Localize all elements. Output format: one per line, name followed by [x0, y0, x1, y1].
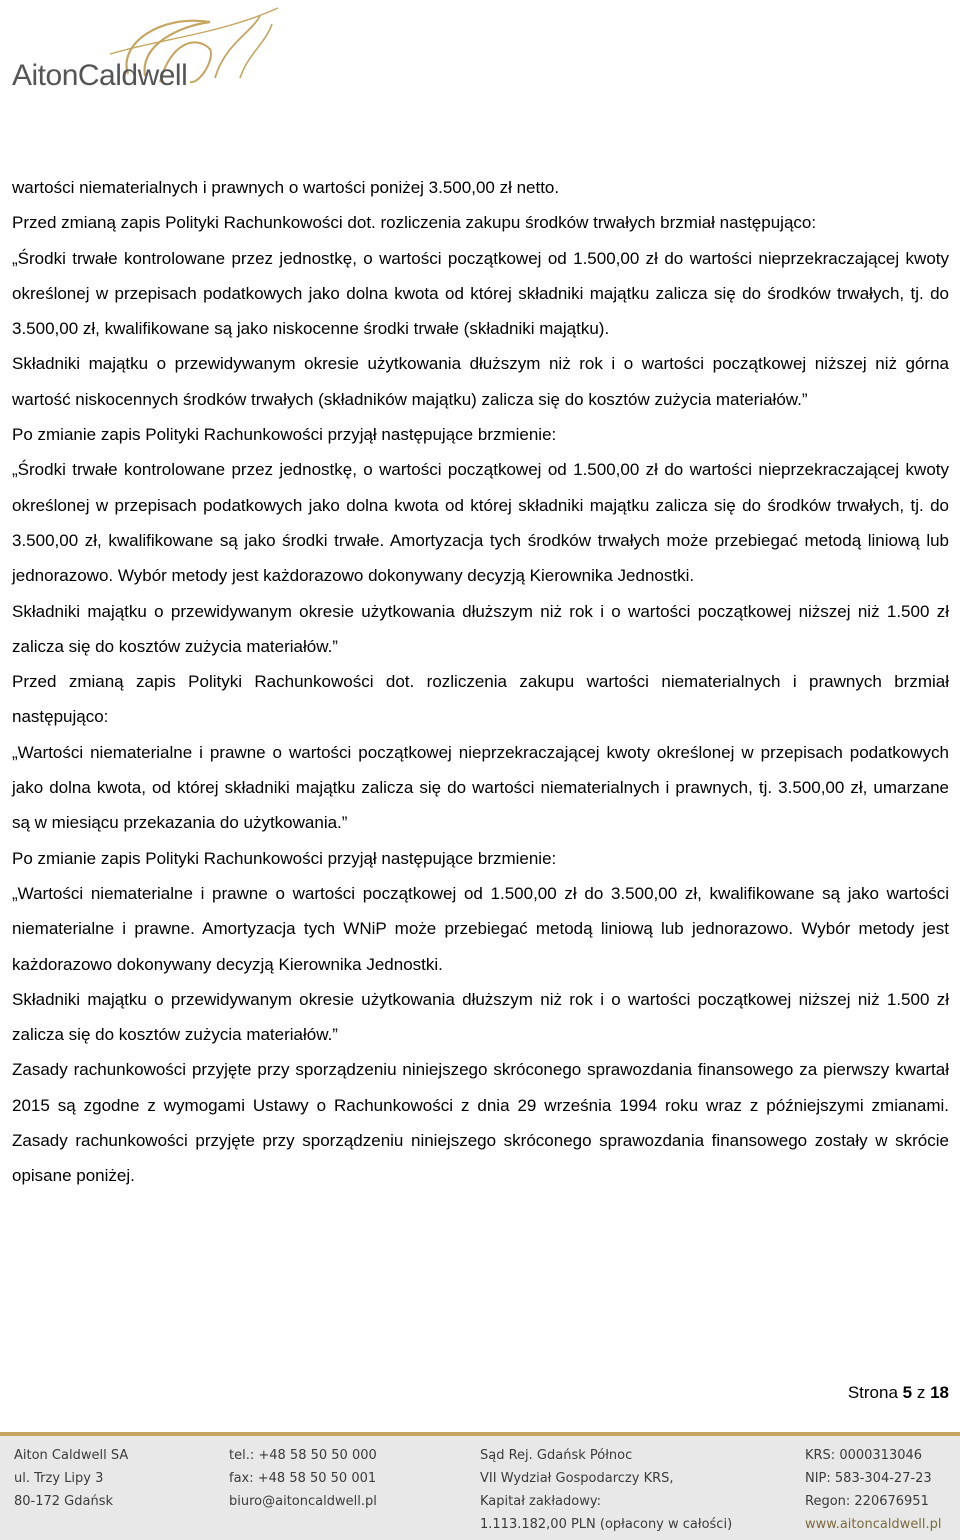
footer-nip: NIP: 583-304-27-23 — [805, 1471, 932, 1486]
footer-court: Sąd Rej. Gdańsk Północ — [480, 1448, 633, 1463]
paragraph: Po zmianie zapis Polityki Rachunkowości przyjął następujące brzmienie: — [12, 848, 557, 868]
footer-website-link[interactable]: www.aitoncaldwell.pl — [805, 1517, 942, 1532]
footer-capital-value: 1.113.182,00 PLN (opłacony w całości) — [480, 1517, 733, 1532]
paragraph: „Wartości niematerialne i prawne o wartości początkowej od 1.500,00 zł do 3.500,00 zł, kwalifikowane są jako wartości niematerialne i prawne. Amortyzacja tych WNiP może przebiegać metodą liniową lub jednorazowo. Wybór metody jest każdorazowo dokonywany decyzją Kierownika Jednostki. — [12, 883, 949, 974]
paragraph: Zasady rachunkowości przyjęte przy sporządzeniu niniejszego skróconego sprawozdania finansowego za pierwszy kwartał 2015 są zgodne z wymogami Ustawy o Rachunkowości z dnia 29 września 1994 roku wraz z późniejszymi zmianami. Zasady rachunkowości przyjęte przy sporządzeniu niniejszego skróconego sprawozdania finansowego zostały w skrócie opisane poniżej. — [12, 1060, 949, 1186]
current-page: 5 — [902, 1383, 913, 1402]
document-body — [12, 170, 949, 1194]
footer-street: ul. Trzy Lipy 3 — [14, 1471, 104, 1486]
paragraph: Przed zmianą zapis Polityki Rachunkowości dot. rozliczenia zakupu środków trwałych brzmiał następująco: — [12, 213, 817, 233]
logo-wordmark: AitonCaldwell — [12, 59, 188, 92]
paragraph: Składniki majątku o przewidywanym okresie użytkowania dłuższym niż rok i o wartości początkowej niższej niż górna wartość niskocennych środków trwałych (składników majątku) zalicza się do kosztów zużycia materiałów.” — [12, 354, 949, 409]
paragraph: „Wartości niematerialne i prawne o wartości początkowej nieprzekraczającej kwoty określonej w przepisach podatkowych jako dolna kwota, od której składniki majątku zalicza się do wartości niematerialnych i prawnych, tj. 3.500,00 zł, umarzane są w miesiącu przekazania do użytkowania.” — [12, 742, 949, 833]
page-footer — [0, 1436, 960, 1540]
paragraph: „Środki trwałe kontrolowane przez jednostkę, o wartości początkowej od 1.500,00 zł do wartości nieprzekraczającej kwoty określonej w przepisach podatkowych jako dolna kwota od której składniki majątku zalicza się do środków trwałych, tj. do 3.500,00 zł, kwalifikowane są jako niskocenne środki trwałe (składniki majątku). — [12, 248, 949, 339]
total-pages: 18 — [930, 1383, 949, 1402]
paragraph: Po zmianie zapis Polityki Rachunkowości przyjął następujące brzmienie: — [12, 425, 557, 445]
footer-contact — [229, 1444, 377, 1513]
paragraph: Składniki majątku o przewidywanym okresie użytkowania dłuższym niż rok i o wartości początkowej niższej niż 1.500 zł zalicza się do kosztów zużycia materiałów.” — [12, 601, 949, 656]
page-separator: z — [916, 1383, 926, 1402]
footer-department: VII Wydział Gospodarczy KRS, — [480, 1471, 674, 1486]
paragraph: „Środki trwałe kontrolowane przez jednostkę, o wartości początkowej od 1.500,00 zł do wartości nieprzekraczającej kwoty określonej w przepisach podatkowych jako dolna kwota od której składniki majątku zalicza się do środków trwałych, tj. do 3.500,00 zł, kwalifikowane są jako środki trwałe. Amortyzacja tych środków trwałych może przebiegać metodą liniową lub jednorazowo. Wybór metody jest każdorazowo dokonywany decyzją Kierownika Jednostki. — [12, 460, 949, 586]
footer-registration — [480, 1444, 732, 1536]
paragraph: wartości niematerialnych i prawnych o wartości poniżej 3.500,00 zł netto. — [12, 178, 560, 197]
paragraph: Przed zmianą zapis Polityki Rachunkowości dot. rozliczenia zakupu wartości niematerialnych i prawnych brzmiał następująco: — [12, 672, 949, 727]
footer-phone: tel.: +48 58 50 50 000 — [229, 1448, 377, 1463]
page-label: Strona — [847, 1383, 898, 1402]
page-number — [848, 1383, 949, 1403]
paragraph: Składniki majątku o przewidywanym okresie użytkowania dłuższym niż rok i o wartości początkowej niższej niż 1.500 zł zalicza się do kosztów zużycia materiałów.” — [12, 989, 949, 1045]
footer-company-name: Aiton Caldwell SA — [14, 1448, 129, 1463]
footer-company-address — [14, 1444, 128, 1513]
footer-regon: Regon: 220676951 — [805, 1494, 929, 1509]
footer-krs: KRS: 0000313046 — [805, 1448, 923, 1463]
company-logo — [10, 4, 280, 96]
footer-fax: fax: +48 58 50 50 001 — [229, 1471, 377, 1486]
footer-identifiers — [805, 1444, 942, 1536]
footer-city: 80-172 Gdańsk — [14, 1494, 114, 1509]
footer-email[interactable]: biuro@aitoncaldwell.pl — [229, 1494, 377, 1509]
footer-capital-label: Kapitał zakładowy: — [480, 1494, 601, 1509]
